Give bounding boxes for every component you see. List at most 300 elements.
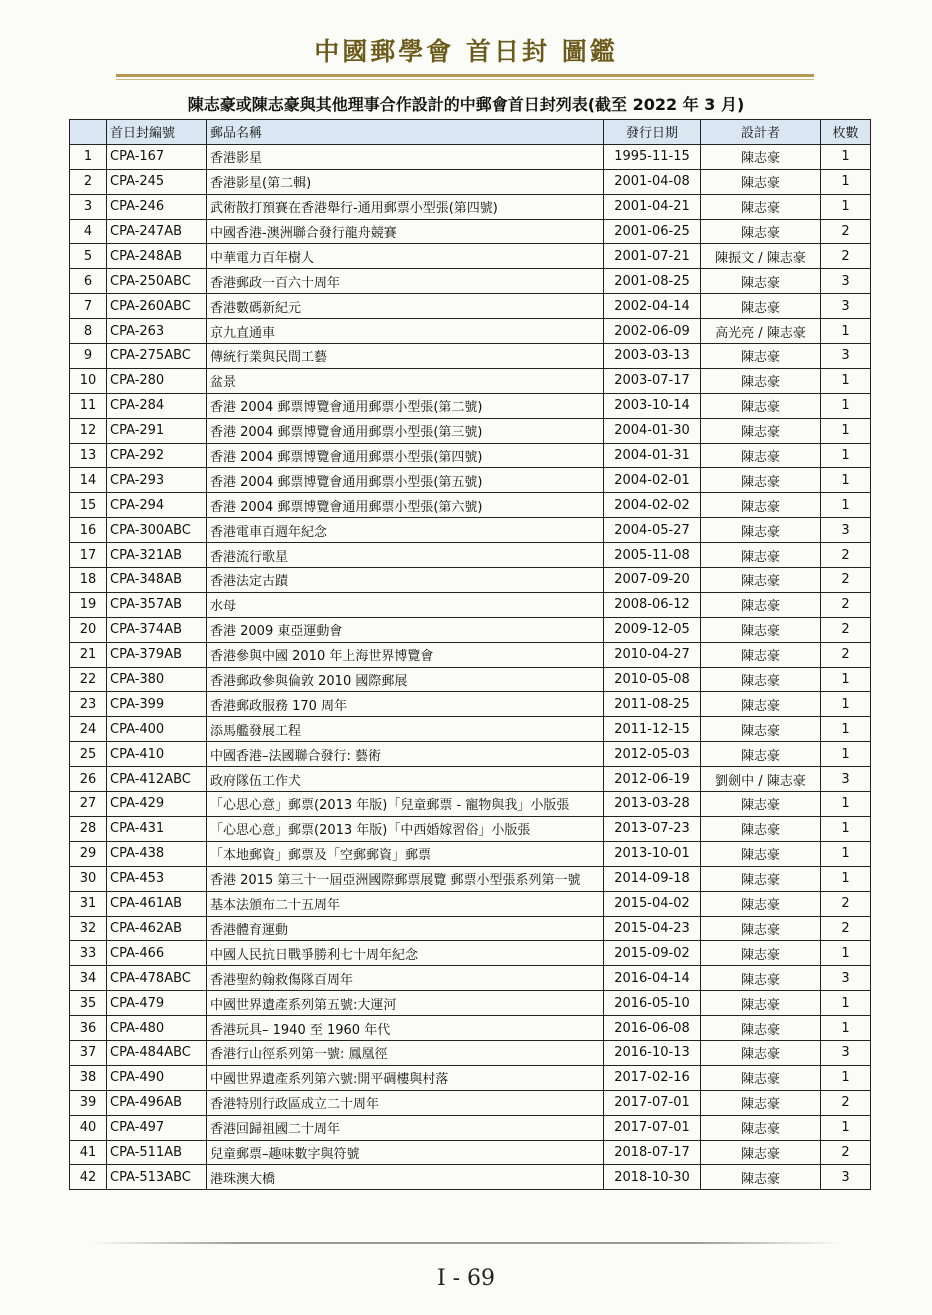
table-row bbox=[70, 244, 871, 269]
count-cell: 2 bbox=[821, 1090, 871, 1115]
row-index-cell: 29 bbox=[70, 841, 107, 866]
row-index-cell: 17 bbox=[70, 543, 107, 568]
item-name-cell: 港珠澳大橋 bbox=[207, 1165, 604, 1190]
cover-id-cell: CPA-399 bbox=[107, 692, 207, 717]
count-cell: 2 bbox=[821, 617, 871, 642]
issue-date-cell: 2018-07-17 bbox=[604, 1140, 701, 1165]
count-cell: 3 bbox=[821, 966, 871, 991]
row-index-cell: 41 bbox=[70, 1140, 107, 1165]
page-number: I - 69 bbox=[436, 1266, 496, 1291]
issue-date-cell: 2018-10-30 bbox=[604, 1165, 701, 1190]
count-cell: 1 bbox=[821, 792, 871, 817]
cover-id-cell: CPA-280 bbox=[107, 368, 207, 393]
count-cell: 3 bbox=[821, 1165, 871, 1190]
table-row bbox=[70, 219, 871, 244]
issue-date-cell: 2010-05-08 bbox=[604, 667, 701, 692]
table-row bbox=[70, 344, 871, 369]
issue-date-cell: 2013-03-28 bbox=[604, 792, 701, 817]
cover-id-cell: CPA-480 bbox=[107, 1016, 207, 1041]
cover-id-cell: CPA-429 bbox=[107, 792, 207, 817]
designer-cell: 陳志豪 bbox=[701, 568, 821, 593]
table-row bbox=[70, 916, 871, 941]
row-index-cell: 37 bbox=[70, 1040, 107, 1065]
cover-id-cell: CPA-410 bbox=[107, 742, 207, 767]
designer-cell: 劉劍中 / 陳志豪 bbox=[701, 767, 821, 792]
designer-cell: 陳志豪 bbox=[701, 592, 821, 617]
designer-cell: 陳志豪 bbox=[701, 1090, 821, 1115]
designer-cell: 陳志豪 bbox=[701, 169, 821, 194]
table-row bbox=[70, 816, 871, 841]
count-cell: 2 bbox=[821, 543, 871, 568]
count-cell: 3 bbox=[821, 294, 871, 319]
issue-date-cell: 2012-05-03 bbox=[604, 742, 701, 767]
item-name-cell: 香港影星 bbox=[207, 144, 604, 169]
row-index-cell: 7 bbox=[70, 294, 107, 319]
issue-date-cell: 2016-05-10 bbox=[604, 991, 701, 1016]
table-row bbox=[70, 667, 871, 692]
cover-id-cell: CPA-250ABC bbox=[107, 269, 207, 294]
table-row bbox=[70, 1065, 871, 1090]
item-name-cell: 「本地郵資」郵票及「空郵郵資」郵票 bbox=[207, 841, 604, 866]
cover-id-cell: CPA-513ABC bbox=[107, 1165, 207, 1190]
count-cell: 1 bbox=[821, 169, 871, 194]
row-index-cell: 23 bbox=[70, 692, 107, 717]
row-index-cell: 24 bbox=[70, 717, 107, 742]
count-cell: 2 bbox=[821, 642, 871, 667]
column-header-designer: 設計者 bbox=[701, 120, 821, 145]
cover-id-cell: CPA-462AB bbox=[107, 916, 207, 941]
issue-date-cell: 1995-11-15 bbox=[604, 144, 701, 169]
table-row bbox=[70, 1040, 871, 1065]
designer-cell: 高光亮 / 陳志豪 bbox=[701, 319, 821, 344]
cover-id-cell: CPA-275ABC bbox=[107, 344, 207, 369]
row-index-cell: 39 bbox=[70, 1090, 107, 1115]
issue-date-cell: 2015-04-23 bbox=[604, 916, 701, 941]
designer-cell: 陳志豪 bbox=[701, 742, 821, 767]
row-index-cell: 20 bbox=[70, 617, 107, 642]
cover-id-cell: CPA-167 bbox=[107, 144, 207, 169]
table-row bbox=[70, 1115, 871, 1140]
cover-id-cell: CPA-260ABC bbox=[107, 294, 207, 319]
item-name-cell: 中國香港-澳洲聯合發行龍舟競賽 bbox=[207, 219, 604, 244]
cover-id-cell: CPA-263 bbox=[107, 319, 207, 344]
table-row bbox=[70, 543, 871, 568]
designer-cell: 陳志豪 bbox=[701, 219, 821, 244]
issue-date-cell: 2017-02-16 bbox=[604, 1065, 701, 1090]
item-name-cell: 香港數碼新紀元 bbox=[207, 294, 604, 319]
count-cell: 2 bbox=[821, 916, 871, 941]
designer-cell: 陳志豪 bbox=[701, 916, 821, 941]
issue-date-cell: 2001-08-25 bbox=[604, 269, 701, 294]
row-index-cell: 42 bbox=[70, 1165, 107, 1190]
cover-id-cell: CPA-412ABC bbox=[107, 767, 207, 792]
table-row bbox=[70, 1090, 871, 1115]
row-index-cell: 6 bbox=[70, 269, 107, 294]
cover-id-cell: CPA-496AB bbox=[107, 1090, 207, 1115]
row-index-cell: 28 bbox=[70, 816, 107, 841]
count-cell: 1 bbox=[821, 692, 871, 717]
cover-id-cell: CPA-380 bbox=[107, 667, 207, 692]
designer-cell: 陳志豪 bbox=[701, 991, 821, 1016]
designer-cell: 陳志豪 bbox=[701, 792, 821, 817]
table-row bbox=[70, 792, 871, 817]
header-rule-thin bbox=[116, 79, 814, 80]
item-name-cell: 香港玩具– 1940 至 1960 年代 bbox=[207, 1016, 604, 1041]
count-cell: 1 bbox=[821, 667, 871, 692]
row-index-cell: 21 bbox=[70, 642, 107, 667]
issue-date-cell: 2014-09-18 bbox=[604, 866, 701, 891]
item-name-cell: 香港電車百週年紀念 bbox=[207, 518, 604, 543]
issue-date-cell: 2010-04-27 bbox=[604, 642, 701, 667]
table-row bbox=[70, 144, 871, 169]
count-cell: 1 bbox=[821, 418, 871, 443]
row-index-cell: 40 bbox=[70, 1115, 107, 1140]
count-cell: 1 bbox=[821, 816, 871, 841]
issue-date-cell: 2017-07-01 bbox=[604, 1090, 701, 1115]
cover-id-cell: CPA-321AB bbox=[107, 543, 207, 568]
row-index-cell: 13 bbox=[70, 443, 107, 468]
table-row bbox=[70, 493, 871, 518]
row-index-cell: 10 bbox=[70, 368, 107, 393]
row-index-cell: 15 bbox=[70, 493, 107, 518]
designer-cell: 陳志豪 bbox=[701, 144, 821, 169]
table-row bbox=[70, 841, 871, 866]
designer-cell: 陳志豪 bbox=[701, 1165, 821, 1190]
row-index-cell: 35 bbox=[70, 991, 107, 1016]
cover-id-cell: CPA-293 bbox=[107, 468, 207, 493]
item-name-cell: 中國人民抗日戰爭勝利七十周年紀念 bbox=[207, 941, 604, 966]
item-name-cell: 香港 2004 郵票博覽會通用郵票小型張(第二號) bbox=[207, 393, 604, 418]
issue-date-cell: 2001-04-21 bbox=[604, 194, 701, 219]
table-row bbox=[70, 568, 871, 593]
row-index-cell: 18 bbox=[70, 568, 107, 593]
table-row bbox=[70, 742, 871, 767]
cover-id-cell: CPA-490 bbox=[107, 1065, 207, 1090]
item-name-cell: 「心思心意」郵票(2013 年版)「兒童郵票 - 寵物與我」小版張 bbox=[207, 792, 604, 817]
header-rule bbox=[116, 74, 814, 77]
issue-date-cell: 2015-04-02 bbox=[604, 891, 701, 916]
cover-id-cell: CPA-300ABC bbox=[107, 518, 207, 543]
item-name-cell: 香港 2004 郵票博覽會通用郵票小型張(第三號) bbox=[207, 418, 604, 443]
item-name-cell: 兒童郵票–趣味數字與符號 bbox=[207, 1140, 604, 1165]
designer-cell: 陳志豪 bbox=[701, 692, 821, 717]
count-cell: 1 bbox=[821, 144, 871, 169]
count-cell: 1 bbox=[821, 493, 871, 518]
count-cell: 1 bbox=[821, 866, 871, 891]
count-cell: 1 bbox=[821, 1115, 871, 1140]
row-index-cell: 38 bbox=[70, 1065, 107, 1090]
designer-cell: 陳志豪 bbox=[701, 617, 821, 642]
table-row bbox=[70, 294, 871, 319]
table-row bbox=[70, 169, 871, 194]
issue-date-cell: 2011-12-15 bbox=[604, 717, 701, 742]
designer-cell: 陳志豪 bbox=[701, 841, 821, 866]
item-name-cell: 香港 2004 郵票博覽會通用郵票小型張(第四號) bbox=[207, 443, 604, 468]
designer-cell: 陳志豪 bbox=[701, 543, 821, 568]
item-name-cell: 中國世界遺產系列第六號:開平碉樓與村落 bbox=[207, 1065, 604, 1090]
row-index-cell: 8 bbox=[70, 319, 107, 344]
issue-date-cell: 2002-04-14 bbox=[604, 294, 701, 319]
table-row bbox=[70, 717, 871, 742]
issue-date-cell: 2004-02-02 bbox=[604, 493, 701, 518]
issue-date-cell: 2005-11-08 bbox=[604, 543, 701, 568]
designer-cell: 陳志豪 bbox=[701, 518, 821, 543]
designer-cell: 陳志豪 bbox=[701, 1115, 821, 1140]
cover-id-cell: CPA-246 bbox=[107, 194, 207, 219]
cover-id-cell: CPA-357AB bbox=[107, 592, 207, 617]
issue-date-cell: 2001-07-21 bbox=[604, 244, 701, 269]
issue-date-cell: 2017-07-01 bbox=[604, 1115, 701, 1140]
count-cell: 2 bbox=[821, 568, 871, 593]
designer-cell: 陳志豪 bbox=[701, 642, 821, 667]
designer-cell: 陳志豪 bbox=[701, 717, 821, 742]
item-name-cell: 香港影星(第二輯) bbox=[207, 169, 604, 194]
designer-cell: 陳志豪 bbox=[701, 368, 821, 393]
item-name-cell: 香港郵政參與倫敦 2010 國際郵展 bbox=[207, 667, 604, 692]
item-name-cell: 香港行山徑系列第一號: 鳳凰徑 bbox=[207, 1040, 604, 1065]
row-index-cell: 30 bbox=[70, 866, 107, 891]
issue-date-cell: 2002-06-09 bbox=[604, 319, 701, 344]
issue-date-cell: 2011-08-25 bbox=[604, 692, 701, 717]
issue-date-cell: 2001-06-25 bbox=[604, 219, 701, 244]
item-name-cell: 香港特別行政區成立二十周年 bbox=[207, 1090, 604, 1115]
column-header-issue-date: 發行日期 bbox=[604, 120, 701, 145]
cover-id-cell: CPA-438 bbox=[107, 841, 207, 866]
row-index-cell: 22 bbox=[70, 667, 107, 692]
count-cell: 3 bbox=[821, 767, 871, 792]
count-cell: 1 bbox=[821, 991, 871, 1016]
designer-cell: 陳志豪 bbox=[701, 966, 821, 991]
item-name-cell: 基本法頒布二十五周年 bbox=[207, 891, 604, 916]
item-name-cell: 香港 2004 郵票博覽會通用郵票小型張(第六號) bbox=[207, 493, 604, 518]
issue-date-cell: 2003-07-17 bbox=[604, 368, 701, 393]
designer-cell: 陳志豪 bbox=[701, 493, 821, 518]
issue-date-cell: 2004-01-31 bbox=[604, 443, 701, 468]
item-name-cell: 中華電力百年樹人 bbox=[207, 244, 604, 269]
table-caption: 陳志豪或陳志豪與其他理事合作設計的中郵會首日封列表(截至 2022 年 3 月) bbox=[187, 95, 745, 114]
issue-date-cell: 2003-10-14 bbox=[604, 393, 701, 418]
count-cell: 1 bbox=[821, 319, 871, 344]
issue-date-cell: 2009-12-05 bbox=[604, 617, 701, 642]
table-row bbox=[70, 1140, 871, 1165]
designer-cell: 陳志豪 bbox=[701, 1140, 821, 1165]
count-cell: 1 bbox=[821, 841, 871, 866]
issue-date-cell: 2013-07-23 bbox=[604, 816, 701, 841]
designer-cell: 陳志豪 bbox=[701, 1040, 821, 1065]
table-row bbox=[70, 269, 871, 294]
table-row bbox=[70, 617, 871, 642]
designer-cell: 陳志豪 bbox=[701, 468, 821, 493]
row-index-cell: 26 bbox=[70, 767, 107, 792]
table-body bbox=[70, 144, 871, 1189]
item-name-cell: 香港郵政一百六十周年 bbox=[207, 269, 604, 294]
designer-cell: 陳志豪 bbox=[701, 294, 821, 319]
table-row bbox=[70, 518, 871, 543]
footer-rule bbox=[90, 1242, 842, 1244]
cover-id-cell: CPA-453 bbox=[107, 866, 207, 891]
row-index-cell: 5 bbox=[70, 244, 107, 269]
row-index-cell: 2 bbox=[70, 169, 107, 194]
count-cell: 2 bbox=[821, 1140, 871, 1165]
issue-date-cell: 2001-04-08 bbox=[604, 169, 701, 194]
designer-cell: 陳志豪 bbox=[701, 269, 821, 294]
fdc-table bbox=[69, 119, 871, 1190]
designer-cell: 陳志豪 bbox=[701, 344, 821, 369]
item-name-cell: 水母 bbox=[207, 592, 604, 617]
table-row bbox=[70, 468, 871, 493]
cover-id-cell: CPA-248AB bbox=[107, 244, 207, 269]
item-name-cell: 京九直通車 bbox=[207, 319, 604, 344]
cover-id-cell: CPA-348AB bbox=[107, 568, 207, 593]
issue-date-cell: 2004-01-30 bbox=[604, 418, 701, 443]
row-index-cell: 14 bbox=[70, 468, 107, 493]
table-row bbox=[70, 1016, 871, 1041]
count-cell: 1 bbox=[821, 443, 871, 468]
count-cell: 2 bbox=[821, 891, 871, 916]
row-index-cell: 34 bbox=[70, 966, 107, 991]
designer-cell: 陳振文 / 陳志豪 bbox=[701, 244, 821, 269]
row-index-cell: 36 bbox=[70, 1016, 107, 1041]
cover-id-cell: CPA-247AB bbox=[107, 219, 207, 244]
count-cell: 3 bbox=[821, 518, 871, 543]
item-name-cell: 香港流行歌星 bbox=[207, 543, 604, 568]
table-row bbox=[70, 866, 871, 891]
cover-id-cell: CPA-431 bbox=[107, 816, 207, 841]
item-name-cell: 政府隊伍工作犬 bbox=[207, 767, 604, 792]
table-row bbox=[70, 1165, 871, 1190]
count-cell: 1 bbox=[821, 717, 871, 742]
table-row bbox=[70, 319, 871, 344]
item-name-cell: 香港回歸祖國二十周年 bbox=[207, 1115, 604, 1140]
count-cell: 2 bbox=[821, 592, 871, 617]
cover-id-cell: CPA-511AB bbox=[107, 1140, 207, 1165]
table-row bbox=[70, 642, 871, 667]
issue-date-cell: 2012-06-19 bbox=[604, 767, 701, 792]
designer-cell: 陳志豪 bbox=[701, 667, 821, 692]
row-index-cell: 32 bbox=[70, 916, 107, 941]
table-row bbox=[70, 194, 871, 219]
issue-date-cell: 2007-09-20 bbox=[604, 568, 701, 593]
item-name-cell: 香港聖約翰救傷隊百周年 bbox=[207, 966, 604, 991]
column-header-cover-id: 首日封編號 bbox=[107, 120, 207, 145]
table-row bbox=[70, 692, 871, 717]
designer-cell: 陳志豪 bbox=[701, 816, 821, 841]
row-index-cell: 4 bbox=[70, 219, 107, 244]
count-cell: 1 bbox=[821, 742, 871, 767]
item-name-cell: 香港 2004 郵票博覽會通用郵票小型張(第五號) bbox=[207, 468, 604, 493]
issue-date-cell: 2016-10-13 bbox=[604, 1040, 701, 1065]
item-name-cell: 香港體育運動 bbox=[207, 916, 604, 941]
cover-id-cell: CPA-484ABC bbox=[107, 1040, 207, 1065]
table-row bbox=[70, 592, 871, 617]
cover-id-cell: CPA-291 bbox=[107, 418, 207, 443]
designer-cell: 陳志豪 bbox=[701, 866, 821, 891]
table-row bbox=[70, 767, 871, 792]
designer-cell: 陳志豪 bbox=[701, 891, 821, 916]
designer-cell: 陳志豪 bbox=[701, 1065, 821, 1090]
issue-date-cell: 2016-06-08 bbox=[604, 1016, 701, 1041]
count-cell: 1 bbox=[821, 1065, 871, 1090]
row-index-cell: 11 bbox=[70, 393, 107, 418]
item-name-cell: 香港郵政服務 170 周年 bbox=[207, 692, 604, 717]
count-cell: 2 bbox=[821, 219, 871, 244]
row-index-cell: 3 bbox=[70, 194, 107, 219]
item-name-cell: 添馬艦發展工程 bbox=[207, 717, 604, 742]
item-name-cell: 中國香港–法國聯合發行: 藝術 bbox=[207, 742, 604, 767]
table-row bbox=[70, 393, 871, 418]
count-cell: 1 bbox=[821, 194, 871, 219]
issue-date-cell: 2004-02-01 bbox=[604, 468, 701, 493]
table-row bbox=[70, 891, 871, 916]
column-header-item-name: 郵品名稱 bbox=[207, 120, 604, 145]
count-cell: 1 bbox=[821, 1016, 871, 1041]
row-index-cell: 33 bbox=[70, 941, 107, 966]
table-row bbox=[70, 941, 871, 966]
table-header-row bbox=[70, 120, 871, 145]
count-cell: 3 bbox=[821, 344, 871, 369]
cover-id-cell: CPA-461AB bbox=[107, 891, 207, 916]
row-index-cell: 27 bbox=[70, 792, 107, 817]
row-index-cell: 1 bbox=[70, 144, 107, 169]
cover-id-cell: CPA-379AB bbox=[107, 642, 207, 667]
item-name-cell: 香港參與中國 2010 年上海世界博覽會 bbox=[207, 642, 604, 667]
cover-id-cell: CPA-284 bbox=[107, 393, 207, 418]
row-index-cell: 9 bbox=[70, 344, 107, 369]
count-cell: 1 bbox=[821, 368, 871, 393]
column-header-count: 枚數 bbox=[821, 120, 871, 145]
column-header-index bbox=[70, 120, 107, 145]
cover-id-cell: CPA-374AB bbox=[107, 617, 207, 642]
table-row bbox=[70, 991, 871, 1016]
item-name-cell: 盆景 bbox=[207, 368, 604, 393]
issue-date-cell: 2013-10-01 bbox=[604, 841, 701, 866]
issue-date-cell: 2004-05-27 bbox=[604, 518, 701, 543]
count-cell: 1 bbox=[821, 941, 871, 966]
count-cell: 1 bbox=[821, 468, 871, 493]
designer-cell: 陳志豪 bbox=[701, 1016, 821, 1041]
row-index-cell: 12 bbox=[70, 418, 107, 443]
designer-cell: 陳志豪 bbox=[701, 443, 821, 468]
item-name-cell: 香港法定古蹟 bbox=[207, 568, 604, 593]
cover-id-cell: CPA-497 bbox=[107, 1115, 207, 1140]
issue-date-cell: 2003-03-13 bbox=[604, 344, 701, 369]
row-index-cell: 25 bbox=[70, 742, 107, 767]
cover-id-cell: CPA-479 bbox=[107, 991, 207, 1016]
cover-id-cell: CPA-400 bbox=[107, 717, 207, 742]
cover-id-cell: CPA-466 bbox=[107, 941, 207, 966]
count-cell: 3 bbox=[821, 269, 871, 294]
designer-cell: 陳志豪 bbox=[701, 194, 821, 219]
count-cell: 1 bbox=[821, 393, 871, 418]
item-name-cell: 香港 2015 第三十一屆亞洲國際郵票展覽 郵票小型張系列第一號 bbox=[207, 866, 604, 891]
issue-date-cell: 2008-06-12 bbox=[604, 592, 701, 617]
cover-id-cell: CPA-478ABC bbox=[107, 966, 207, 991]
issue-date-cell: 2015-09-02 bbox=[604, 941, 701, 966]
item-name-cell: 武術散打預賽在香港舉行-通用郵票小型張(第四號) bbox=[207, 194, 604, 219]
row-index-cell: 19 bbox=[70, 592, 107, 617]
cover-id-cell: CPA-292 bbox=[107, 443, 207, 468]
cover-id-cell: CPA-294 bbox=[107, 493, 207, 518]
issue-date-cell: 2016-04-14 bbox=[604, 966, 701, 991]
table-row bbox=[70, 418, 871, 443]
designer-cell: 陳志豪 bbox=[701, 941, 821, 966]
designer-cell: 陳志豪 bbox=[701, 393, 821, 418]
table-row bbox=[70, 368, 871, 393]
count-cell: 2 bbox=[821, 244, 871, 269]
page-header-title: 中國郵學會 首日封 圖鑑 bbox=[314, 37, 618, 66]
item-name-cell: 香港 2009 東亞運動會 bbox=[207, 617, 604, 642]
item-name-cell: 「心思心意」郵票(2013 年版)「中西婚嫁習俗」小版張 bbox=[207, 816, 604, 841]
